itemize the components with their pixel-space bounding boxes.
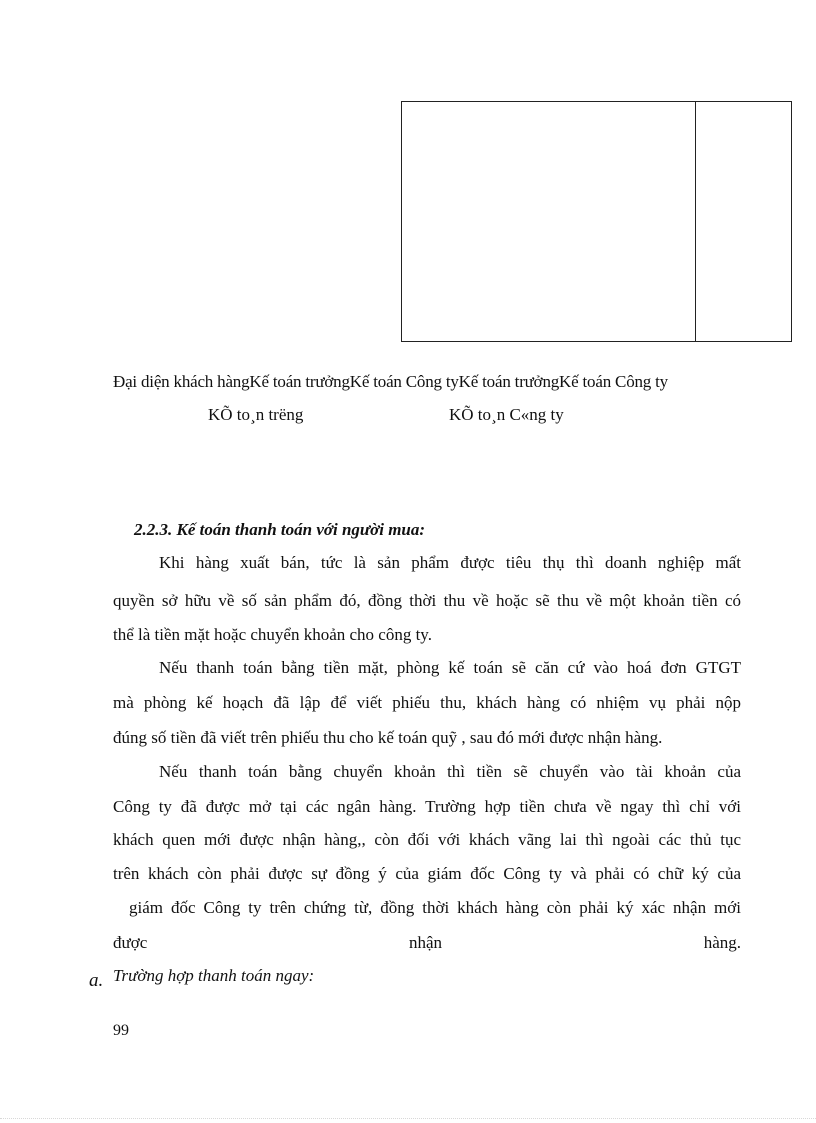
paragraph-3-line-3: khách quen mới được nhận hàng,, còn đối với khách vãng lai thì ngoài các thủ tục	[113, 830, 741, 849]
page-bottom-rule	[0, 1118, 816, 1119]
paragraph-1-line-2: quyền sở hữu về số sản phẩm đó, đồng thời thu về hoặc sẽ thu về một khoản tiền có	[113, 591, 741, 610]
signature-box	[401, 101, 792, 342]
paragraph-3-line-1: Nếu thanh toán bằng chuyển khoản thì tiền sẽ chuyển vào tài khoản của	[159, 762, 741, 781]
paragraph-3-line-4: trên khách còn phải được sự đồng ý của giám đốc Công ty và phải có chữ ký của	[113, 864, 741, 883]
paragraph-2-line-1: Nếu thanh toán bằng tiền mặt, phòng kế toán sẽ căn cứ vào hoá đơn GTGT	[159, 658, 741, 677]
paragraph-2-line-2: mà phòng kế hoạch đã lập để viết phiếu thu, khách hàng có nhiệm vụ phải nộp	[113, 693, 741, 712]
list-marker: a.	[89, 970, 104, 991]
page-number: 99	[113, 1022, 129, 1039]
paragraph-3-line-2: Công ty đã được mở tại các ngân hàng. Trường hợp tiền chưa về ngay thì chỉ với	[113, 797, 741, 816]
garbled-label-right: KÕ to¸n C«ng ty	[449, 405, 564, 424]
paragraph-2-line-3: đúng số tiền đã viết trên phiếu thu cho kế toán quỹ , sau đó mới được nhận hàng.	[113, 728, 663, 747]
subheading: Trường hợp thanh toán ngay:	[113, 966, 315, 985]
signature-labels: Đại diện khách hàngKế toán trưởngKế toán Công tyKế toán trưởngKế toán Công ty	[113, 372, 668, 391]
paragraph-3-line-5: giám đốc Công ty trên chứng từ, đồng thời khách hàng còn phải ký xác nhận mới	[129, 898, 741, 917]
paragraph-1-line-1: Khi hàng xuất bán, tức là sản phẩm được tiêu thụ thì doanh nghiệp mất	[159, 553, 741, 572]
section-heading: 2.2.3. Kế toán thanh toán với người mua:	[134, 520, 426, 539]
garbled-label-left: KÕ to¸n trëng	[208, 405, 304, 424]
paragraph-3-line-6: được nhận hàng.	[113, 933, 741, 952]
paragraph-1-line-3: thể là tiền mặt hoặc chuyển khoản cho công ty.	[113, 625, 432, 644]
signature-box-divider	[695, 101, 696, 342]
